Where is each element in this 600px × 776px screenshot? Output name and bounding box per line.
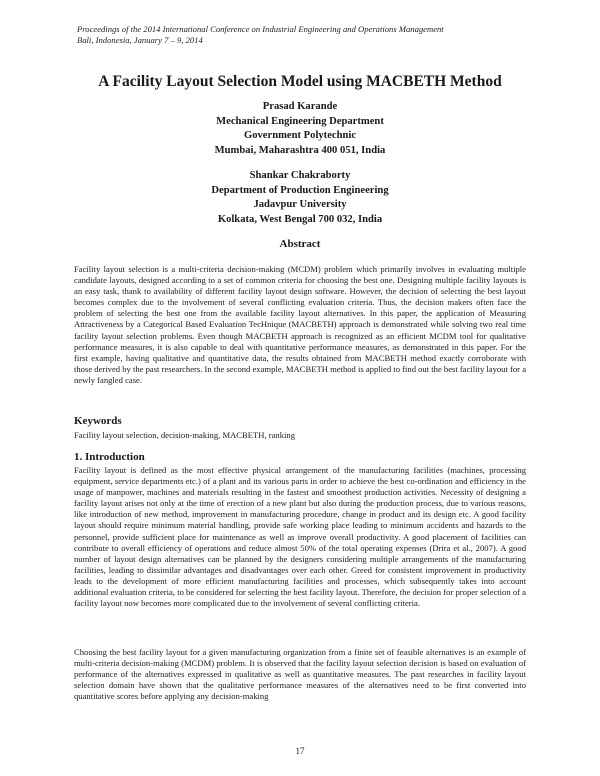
conference-name: Proceedings of the 2014 International Conference on Industrial Engineering and Operations Management bbox=[77, 24, 444, 34]
running-header bbox=[77, 24, 444, 46]
author-address: Mumbai, Maharashtra 400 051, India bbox=[214, 144, 386, 156]
keywords-heading: Keywords bbox=[74, 415, 122, 427]
author-department: Mechanical Engineering Department bbox=[216, 115, 384, 127]
author-block-2 bbox=[0, 169, 600, 227]
author-institution: Jadavpur University bbox=[253, 199, 347, 211]
introduction-paragraph-2: Choosing the best facility layout for a given manufacturing organization from a finite set of feasible alternatives is an example of multi-criteria decision-making (MCDM) problem. It is observed that the facility layout selection decision is based on evaluation of performance of the alternatives expressed in qualitative as well as quantitative measures. The past researches in facility layout selection domain have shown that the qualitative performance measures of the alternatives need to be first converted into quantitative scores before applying any decision-making bbox=[74, 647, 526, 702]
author-department: Department of Production Engineering bbox=[211, 184, 389, 196]
keywords-text: Facility layout selection, decision-making, MACBETH, ranking bbox=[74, 430, 296, 440]
author-address: Kolkata, West Bengal 700 032, India bbox=[217, 213, 383, 225]
author-institution: Government Polytechnic bbox=[243, 130, 357, 142]
conference-location: Bali, Indonesia, January 7 – 9, 2014 bbox=[77, 35, 203, 45]
author-name: Shankar Chakraborty bbox=[249, 170, 351, 181]
author-block-1 bbox=[0, 100, 600, 158]
author-name: Prasad Karande bbox=[262, 101, 338, 112]
abstract-text: Facility layout selection is a multi-criteria decision-making (MCDM) problem which primarily involves in evaluating multiple candidate layouts, designed according to a set of common criteria for choosing the best one. Designing multiple facility layouts is an easy task, thank to availability of different facility layout design software. However, the decision of selecting the best layout becomes complex due to the involvement of several conflicting evaluation criteria. Thus, the decision makers often face the problem of selecting the best one from the available facility layout alternatives. In this paper, the application of Measuring Attractiveness by a Categorical Based Evaluation TecHnique (MACBETH) approach is demonstrated while solving two real time facility layout selection problems. Even though MACBETH approach is recognized as an efficient MCDM tool for qualitative performance measures, it is also capable to deal with quantitative performance measures, as demonstrated in this paper. For the first example, having qualitative and quantitative data, the results obtained from MACBETH method exactly corroborate with those derived by the past researchers. In the second example, MACBETH method is applied to find out the best facility layout for a newly fangled case. bbox=[74, 264, 527, 385]
page-number: 17 bbox=[295, 746, 305, 756]
abstract-heading: Abstract bbox=[279, 238, 321, 250]
introduction-paragraph-1: Facility layout is defined as the most effective physical arrangement of the manufacturing facilities (machines, processing equipment, service departments etc.) of a plant and its various parts in order to achieve the best co-ordination and efficiency in the usage of manpower, machines and materials resulting in the fastest and smoothest production activities. Necessity of designing a facility layout arises not only at the time of erection of a new plant but also during the production process, due to various reasons, like introduction of new method, improvement in manufacturing procedure, change in product and its design etc. A good facility layout should require minimum material handling, provide safe working place leading to minimum accidents and hazards to the personnel, provide sufficient place for maintenance as well as improve overall productivity. A good placement of facilities can contribute to overall efficiency of operations and reduce almost 50% of the total operating expenses (Drira et al., 2007). A good number of layout design alternatives can be planned by the designers considering multiple arrangements of the manufacturing facilities, leading to dissimilar advantages and disadvantages over each other. Greed for consistent improvement in productivity leads to the development of more efficient manufacturing facilities and processes, which subsequently takes into account additional evaluation criteria, to be considered for selecting the best facility layout. Therefore, the decision for proper selection of a facility layout now becomes more complicated due to the involvement of several conflicting criteria. bbox=[74, 465, 526, 609]
introduction-heading: 1. Introduction bbox=[74, 451, 145, 463]
paper-title: A Facility Layout Selection Model using MACBETH Method bbox=[98, 73, 502, 90]
